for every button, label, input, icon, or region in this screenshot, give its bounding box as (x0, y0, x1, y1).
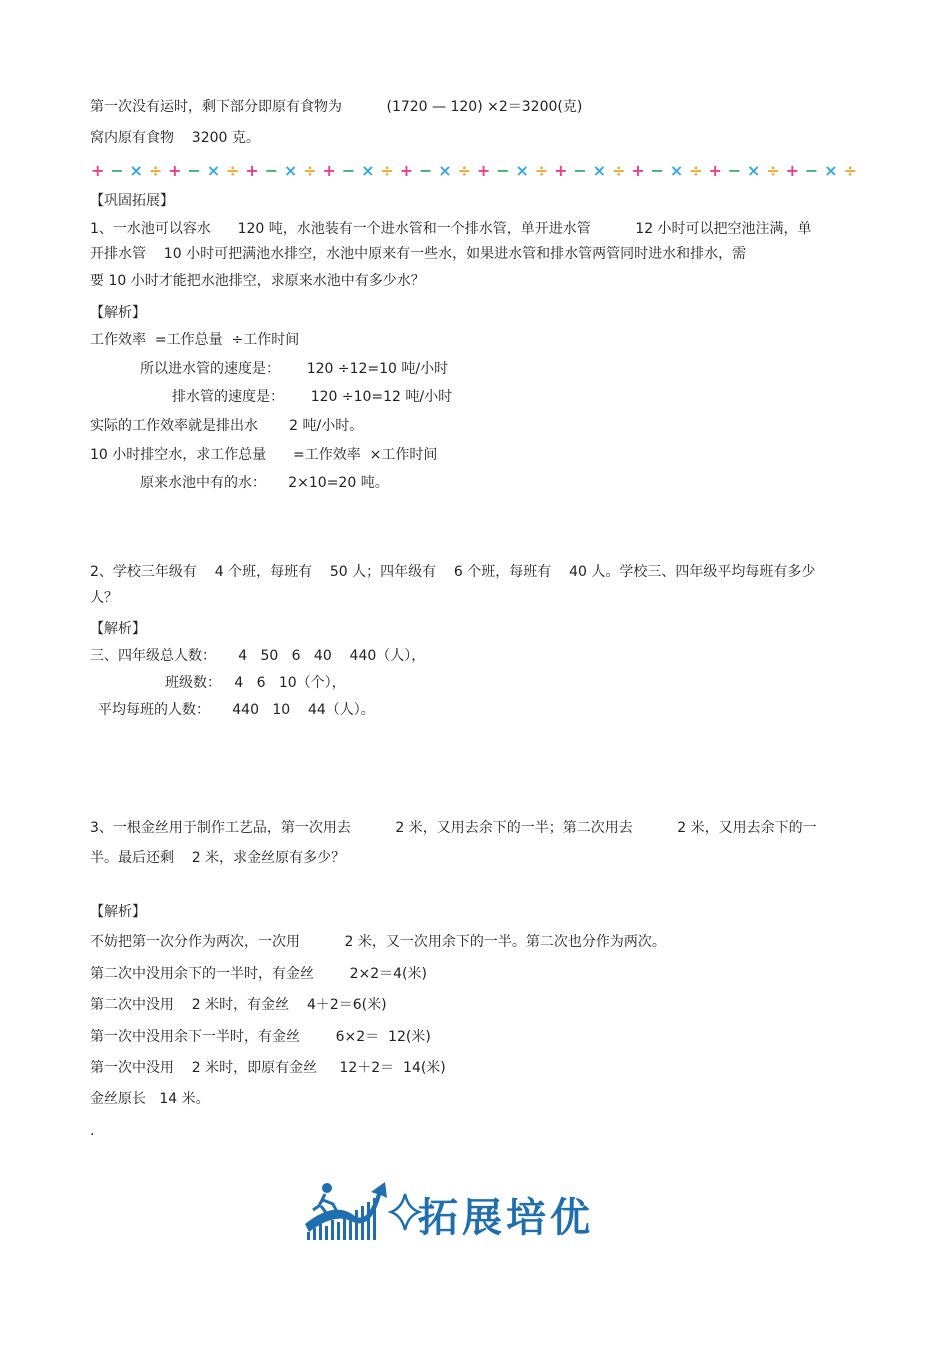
divider-symbol: + (785, 160, 800, 180)
text-line-7: 【解析】 (90, 305, 146, 321)
text-line-13: 原来水池中有的水： 2×10=20 吨。 (140, 475, 389, 491)
divider-symbol: − (650, 160, 664, 180)
divider-symbol: + (168, 160, 182, 180)
text-line-11: 实际的工作效率就是排出水 2 吨/小时。 (90, 418, 364, 434)
divider-symbol: ÷ (843, 160, 857, 180)
math-symbol-divider (88, 160, 860, 180)
divider-symbol: + (476, 160, 491, 180)
text-line-2: 窝内原有食物 3200 克。 (90, 130, 260, 146)
divider-symbol: − (804, 160, 819, 180)
text-line-20: 3、一根金丝用于制作工艺品，第一次用去 2 米，又用去余下的一半；第二次用去 2 米，又用去余下的一 (90, 820, 817, 836)
divider-symbol: − (110, 160, 124, 180)
divider-symbol: − (187, 160, 201, 180)
divider-symbol: × (438, 160, 452, 180)
divider-symbol: × (824, 160, 838, 180)
logo-text: 拓展培优 (418, 1194, 594, 1241)
divider-symbol: + (631, 160, 645, 180)
text-line-17: 三、四年级总人数： 4 50 6 40 440（人）， (90, 648, 426, 664)
divider-symbol: × (747, 160, 761, 180)
divider-symbol: × (669, 160, 684, 180)
text-line-1: 第一次没有运时，剩下部分即原有食物为 (1720 — 120) ×2＝3200(克) (90, 99, 583, 115)
text-line-22: 【解析】 (90, 904, 146, 920)
text-line-10: 排水管的速度是： 120 ÷10=12 吨/小时 (172, 389, 453, 405)
text-line-18: 班级数： 4 6 10（个）， (165, 675, 346, 691)
divider-symbol: × (283, 160, 298, 180)
divider-symbol: ÷ (611, 160, 626, 180)
text-line-4: 1、一水池可以容水 120 吨，水池装有一个进水管和一个排水管，单开进水管 12 小时可以把空池注满，单 (90, 221, 812, 237)
text-line-16: 【解析】 (90, 621, 146, 637)
logo-runner-head-icon (322, 1183, 332, 1193)
divider-symbol: × (129, 160, 143, 180)
divider-symbol: − (496, 160, 510, 180)
divider-symbol: ÷ (457, 160, 471, 180)
divider-symbol: ÷ (689, 160, 703, 180)
text-line-26: 第一次中没用余下一半时，有金丝 6×2＝ 12(米) (90, 1029, 431, 1045)
text-line-28: 金丝原长 14 米。 (90, 1091, 210, 1107)
divider-symbol: ÷ (303, 160, 317, 180)
text-line-14: 2、学校三年级有 4 个班，每班有 50 人；四年级有 6 个班，每班有 40 人。学校三、四年级平均每班有多少 (90, 564, 816, 580)
divider-symbol: + (90, 160, 105, 180)
text-line-29: . (90, 1123, 95, 1139)
divider-symbol: ÷ (148, 160, 163, 180)
divider-symbol: × (361, 160, 375, 180)
divider-symbol: ÷ (226, 160, 240, 180)
divider-symbol: ÷ (380, 160, 394, 180)
divider-symbol: + (399, 160, 414, 180)
divider-symbol: ÷ (534, 160, 549, 180)
divider-symbol: − (264, 160, 279, 180)
text-line-3: 【巩固拓展】 (90, 193, 174, 209)
text-line-9: 所以进水管的速度是： 120 ÷12=10 吨/小时 (140, 361, 449, 377)
divider-symbol: + (245, 160, 259, 180)
text-line-25: 第二次中没用 2 米时，有金丝 4＋2＝6(米) (90, 997, 387, 1013)
text-line-23: 不妨把第一次分作为两次，一次用 2 米，又一次用余下的一半。第二次也分作为两次。 (90, 934, 666, 950)
text-line-15: 人？ (90, 590, 118, 606)
text-line-27: 第一次中没用 2 米时，即原有金丝 12＋2＝ 14(米) (90, 1060, 446, 1076)
divider-symbol: − (573, 160, 587, 180)
divider-symbol: − (727, 160, 742, 180)
divider-symbol: + (554, 160, 568, 180)
divider-symbol: × (515, 160, 529, 180)
text-line-8: 工作效率 =工作总量 ÷工作时间 (90, 332, 300, 348)
divider-symbol: − (341, 160, 356, 180)
text-line-21: 半。最后还剩 2 米，求金丝原有多少？ (90, 850, 346, 866)
text-line-19: 平均每班的人数： 440 10 44（人）。 (98, 702, 375, 718)
divider-symbol: − (418, 160, 433, 180)
logo-sparkle-icon (391, 1194, 419, 1230)
divider-symbol: + (322, 160, 336, 180)
divider-symbol: + (708, 160, 722, 180)
divider-symbol: × (206, 160, 221, 180)
text-line-5: 开排水管 10 小时可把满池水排空，水池中原来有一些水，如果进水管和排水管两管同时进水和排水，需 (90, 246, 747, 262)
divider-symbol: × (592, 160, 607, 180)
text-line-6: 要 10 小时才能把水池排空，求原来水池中有多少水？ (90, 273, 425, 289)
text-line-24: 第二次中没用余下的一半时，有金丝 2×2＝4(米) (90, 966, 427, 982)
divider-symbol: ÷ (766, 160, 780, 180)
text-line-12: 10 小时排空水，求工作总量 =工作效率 ×工作时间 (90, 447, 438, 463)
